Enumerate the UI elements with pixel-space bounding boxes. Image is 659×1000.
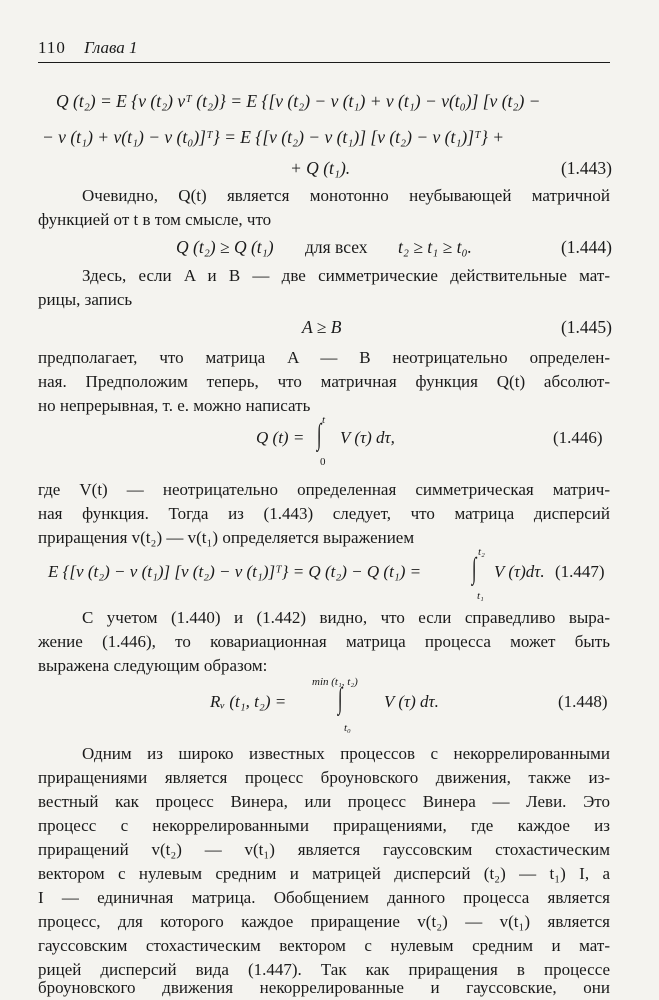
text-line: С учетом (1.440) и (1.442) видно, что если справедливо выра- [82,608,610,627]
equation-number: (1.444) [560,237,612,257]
text-line: приращений v(t₂) — v(t₁) является гауссовским стохастическим [38,840,610,859]
page-header [38,38,138,58]
equation-number: (1.448) [558,692,608,711]
equation-number: (1.443) [560,158,612,178]
equation-1443-line-1: Q (t₂) = E {v (t₂) vᵀ (t₂)} = E {[v (t₂) − v (t₁) + v (t₁) − v(t₀)] [v (t₂) − [56,91,541,111]
text-line: Одним из широко известных процессов с некоррелированными [82,744,610,763]
equation-1445: A ≥ B (1.445) [0,312,659,342]
text-line: процесс, для которого каждое приращение v(t₂) — v(t₁) является [38,912,610,931]
text-line: вектором с нулевым средним и матрицей дисперсий (t₂) — t₁) I, а [38,864,610,883]
integral-sign: ∫ [337,682,343,715]
text-line: приращениями является процесс броуновского движения, также из- [38,768,610,787]
text-line: выражена следующим образом: [38,656,268,675]
text-line: но непрерывная, т. е. можно написать [38,396,311,415]
text-line: Здесь, если A и B — две симметрические действительные мат- [82,266,610,285]
equation-1444: Q (t₂) ≥ Q (t₁) для всех t₂ ≥ t₁ ≥ t₀. (1.444) [0,232,659,262]
text-line: рицы, запись [38,290,133,309]
text-line: рицей дисперсий вида (1.447). Так как приращения в процессе [38,960,610,979]
equation-number: (1.446) [553,428,603,447]
equation-number: (1.447) [555,562,605,581]
text-line: процесс с некоррелированными приращениями, где каждое из [38,816,610,835]
text-line: где V(t) — неотрицательно определенная симметрическая матрич- [38,480,610,499]
text-line: предполагает, что матрица A — B неотрицательно определен- [38,348,610,367]
text-line: Очевидно, Q(t) является монотонно неубывающей матричной [82,186,610,205]
page-number: 110 [38,38,66,57]
text-line: функцией от t в том смысле, что [38,210,272,229]
text-line: ная функция. Тогда из (1.443) следует, что матрица дисперсий [38,504,610,523]
text-line: приращения v(t₂) — v(t₁) определяется выражением [38,528,415,547]
integral-sign: ∫ [471,552,477,585]
equation-1443-line-3: + Q (t₁). (1.443) [0,153,659,183]
equation-1443-line-2: − v (t₁) + v(t₁) − v (t₀)]ᵀ} = E {[v (t₂) − v (t₁)] [v (t₂) − v (t₁)]ᵀ} + [42,127,504,147]
text-line: жение (1.446), то ковариационная матрица процесса может быть [38,632,610,651]
integral-sign: ∫ [316,418,322,451]
header-rule [38,62,610,63]
text-line: ная. Предположим теперь, что матричная функция Q(t) абсолют- [38,372,610,391]
text-line: гауссовским стохастическим вектором с нулевым средним и мат- [38,936,610,955]
chapter-title: Глава 1 [84,38,138,57]
text-line: вестный как процесс Винера, или процесс Винера — Леви. Это [38,792,610,811]
text-line: броуновского движения некоррелированные и гауссовские, они [38,978,610,997]
text-line: I — единичная матрица. Обобщением данного процесса является [38,888,610,907]
equation-number: (1.445) [560,317,612,337]
